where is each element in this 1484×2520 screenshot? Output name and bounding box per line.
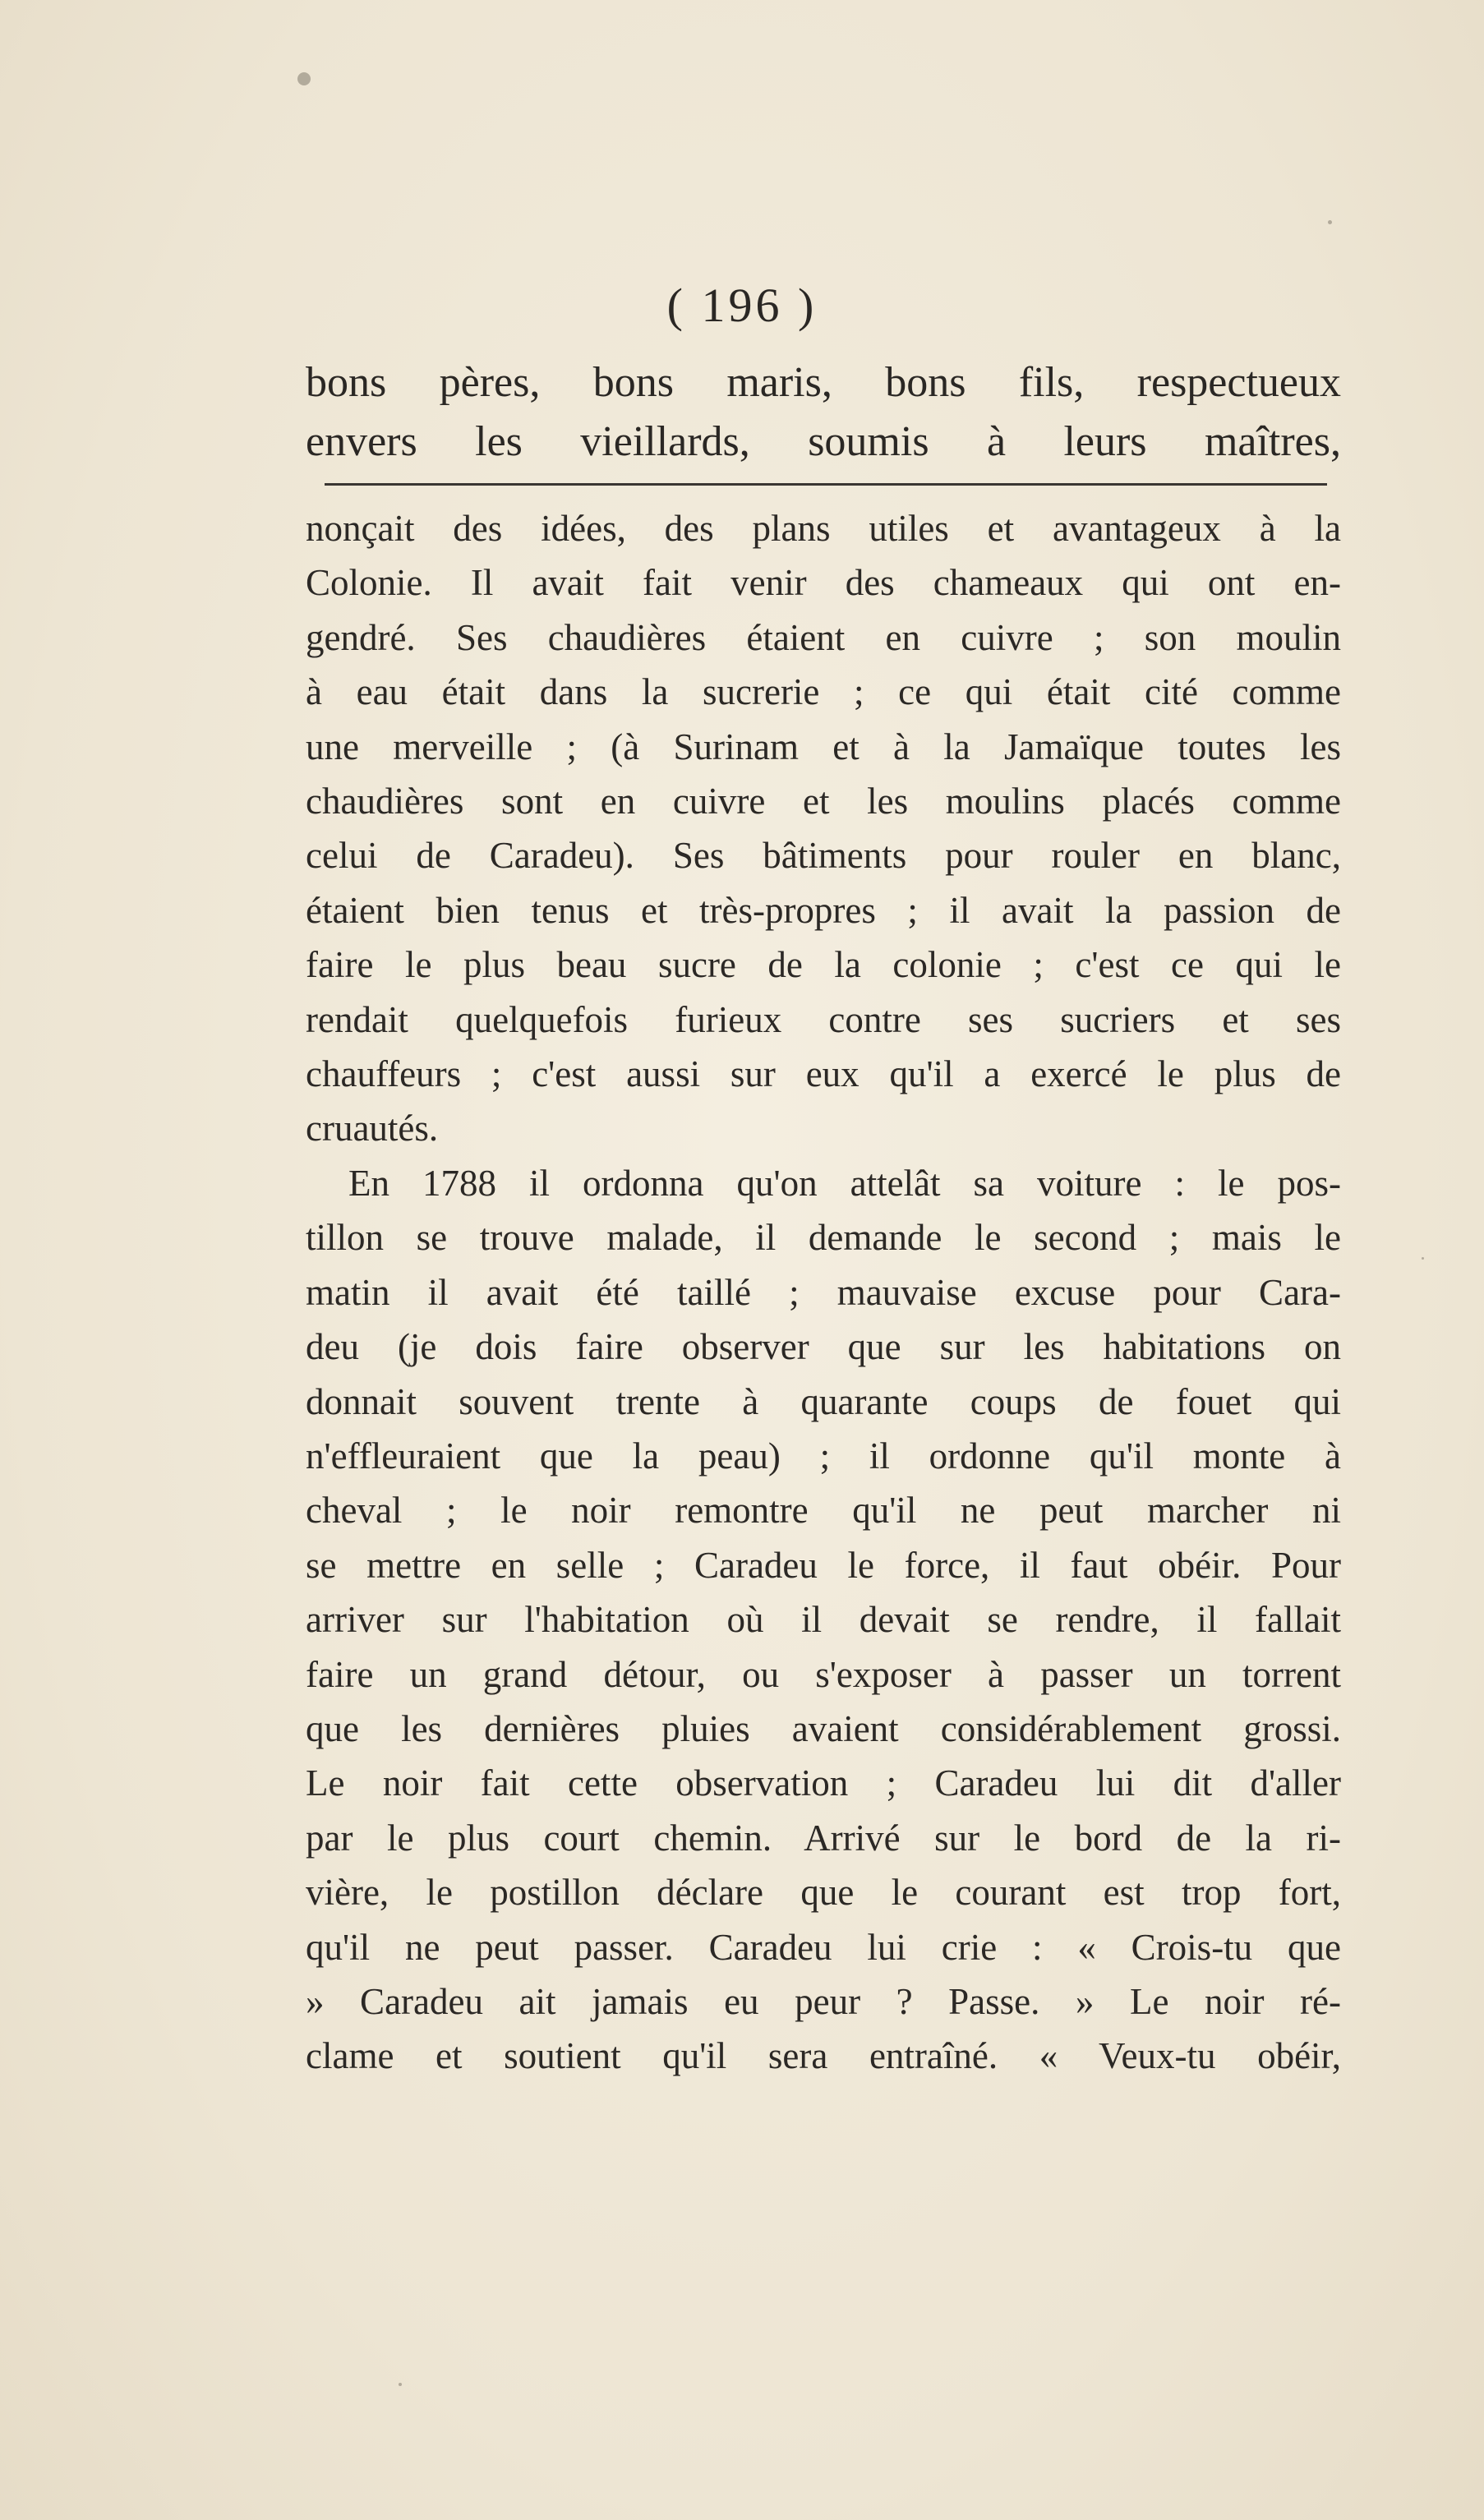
text-line: Colonie. Il avait fait venir des chameaux qui ont en- (306, 562, 1341, 604)
upper-text-block (306, 353, 1341, 472)
text-line: nonçait des idées, des plans utiles et avantageux à la (306, 508, 1341, 549)
text-line: rendait quelquefois furieux contre ses sucriers et ses (306, 998, 1341, 1040)
text-line: une merveille ; (à Surinam et à la Jamaïque toutes les (306, 726, 1341, 767)
text-line: clame et soutient qu'il sera entraîné. « Veux-tu obéir, (306, 2035, 1341, 2077)
text-line: chauffeurs ; c'est aussi sur eux qu'il a exercé le plus de (306, 1053, 1341, 1095)
text-line: vière, le postillon déclare que le courant est trop fort, (306, 1872, 1341, 1914)
text-line: donnait souvent trente à quarante coups de fouet qui (306, 1380, 1341, 1422)
text-line: chaudières sont en cuivre et les moulins placés comme (306, 781, 1341, 822)
text-line: Le noir fait cette observation ; Caradeu lui dit d'aller (306, 1762, 1341, 1804)
page-number: ( 196 ) (666, 279, 818, 332)
text-line: deu (je dois faire observer que sur les habitations on (306, 1326, 1341, 1368)
text-line: qu'il ne peut passer. Caradeu lui crie : « Crois-tu que (306, 1926, 1341, 1968)
text-line: faire le plus beau sucre de la colonie ; c'est ce qui le (306, 944, 1341, 986)
text-line: cheval ; le noir remontre qu'il ne peut marcher ni (306, 1490, 1341, 1532)
separator-rule (325, 483, 1327, 486)
text-line: par le plus court chemin. Arrivé sur le bord de la ri- (306, 1817, 1341, 1859)
text-line: cruautés. (306, 1108, 439, 1149)
lower-text-block (306, 501, 1341, 2084)
text-line: étaient bien tenus et très-propres ; il avait la passion de (306, 889, 1341, 931)
text-line: tillon se trouve malade, il demande le second ; mais le (306, 1217, 1341, 1259)
paragraph-start-line: En 1788 il ordonna qu'on attelât sa voiture : le pos- (348, 1162, 1341, 1204)
text-line: matin il avait été taillé ; mauvaise excuse pour Cara- (306, 1271, 1341, 1313)
text-line: que les dernières pluies avaient considérablement grossi. (306, 1707, 1341, 1749)
text-line: arriver sur l'habitation où il devait se rendre, il fallait (306, 1599, 1341, 1641)
paper-speck (399, 2383, 402, 2386)
upper-text-line: bons pères, bons maris, bons fils, respectueux (306, 359, 1341, 406)
text-line: » Caradeu ait jamais eu peur ? Passe. » Le noir ré- (306, 1980, 1341, 2022)
text-line: n'effleuraient que la peau) ; il ordonne qu'il monte à (306, 1435, 1341, 1477)
paper-speck (1328, 220, 1332, 224)
text-line: gendré. Ses chaudières étaient en cuivre ; son moulin (306, 616, 1341, 658)
text-line: se mettre en selle ; Caradeu le force, il faut obéir. Pour (306, 1544, 1341, 1586)
text-line: faire un grand détour, ou s'exposer à passer un torrent (306, 1653, 1341, 1695)
paper-speck (297, 72, 311, 85)
text-line: à eau était dans la sucrerie ; ce qui était cité comme (306, 671, 1341, 713)
paper-speck (1422, 1257, 1424, 1260)
text-line: celui de Caradeu). Ses bâtiments pour rouler en blanc, (306, 835, 1341, 877)
upper-text-line: envers les vieillards, soumis à leurs maîtres, (306, 418, 1341, 465)
